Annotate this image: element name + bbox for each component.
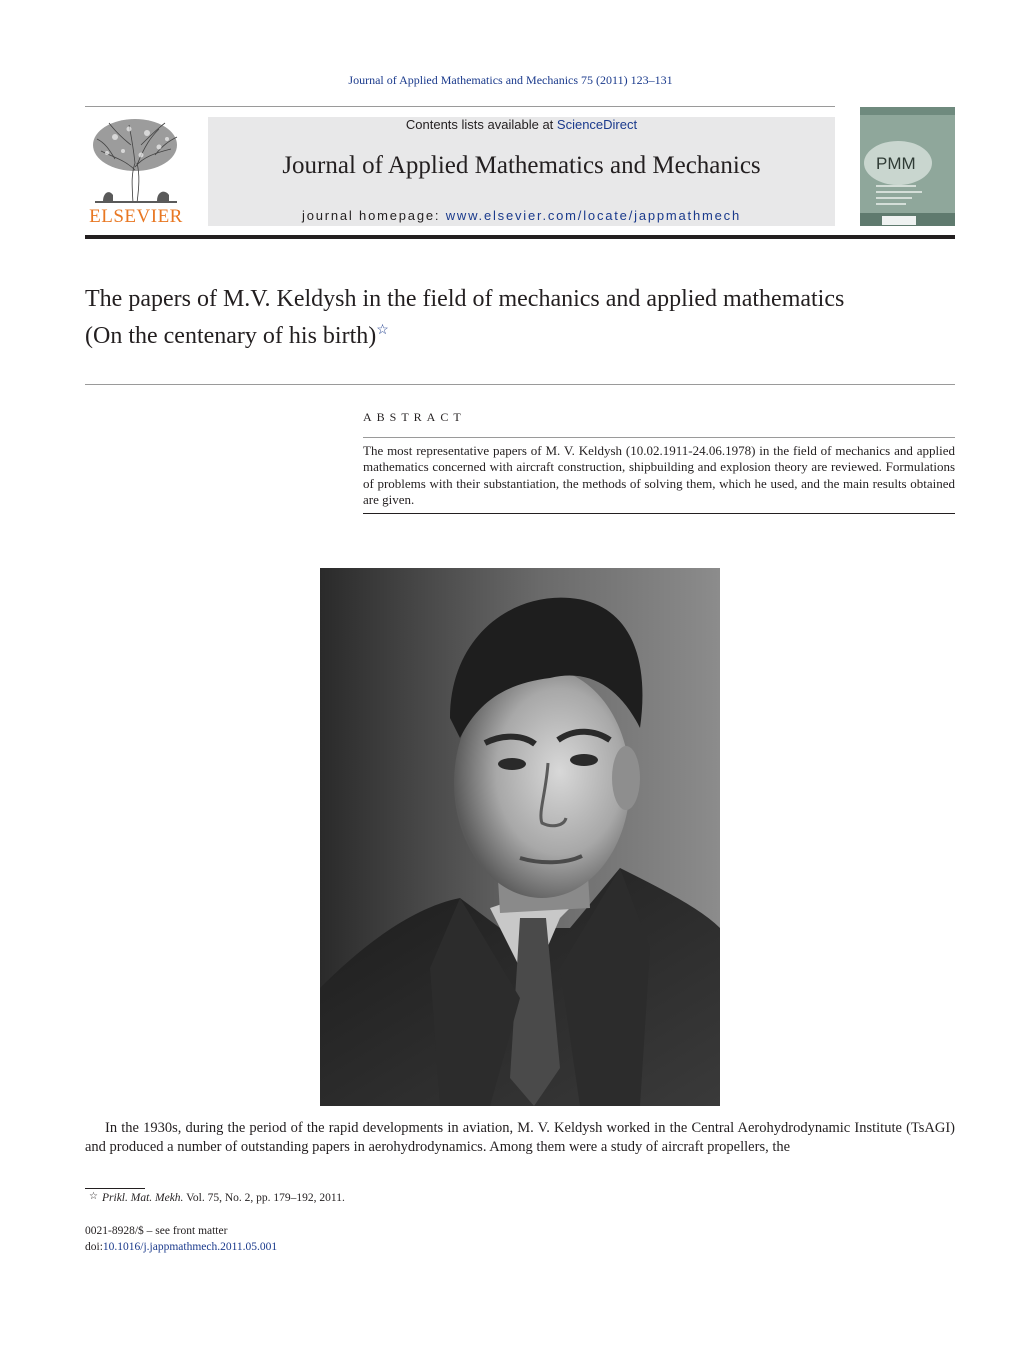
cover-title: PMM [876, 154, 916, 173]
body-paragraph: In the 1930s, during the period of the rapid developments in aviation, M. V. Keldysh worked in the Central Aerohydrodynamic Institute (TsAGI) and produced a number of outstanding papers in aerohydrodynamics. Among them were a study of aircraft propellers, the [85, 1120, 955, 1155]
doi-prefix: doi: [85, 1241, 103, 1253]
footnote-source-italic: Prikl. Mat. Mekh. [102, 1192, 184, 1204]
header-bottom-rule [85, 235, 955, 239]
journal-citation-link[interactable]: Journal of Applied Mathematics and Mechanics 75 (2011) 123–131 [348, 73, 673, 87]
doi-link[interactable]: 10.1016/j.jappmathmech.2011.05.001 [102, 1241, 278, 1253]
issn-line: 0021-8928/$ – see front matter [85, 1225, 228, 1237]
abstract-text: The most representative papers of M. V. Keldysh (10.02.1911-24.06.1978) in the field of mechanics and applied mathematics concerned with aircraft construction, shipbuilding and explosion theory are reviewed. Formulations of problems with their substantiation, the methods of solving them, which he used, and the main results obtained are given. [363, 443, 955, 507]
elsevier-wordmark: ELSEVIER [89, 206, 183, 227]
contents-available-line [208, 117, 835, 132]
journal-homepage-line [208, 208, 835, 223]
keldysh-portrait-photo [320, 568, 720, 1106]
footnote-star-icon: ☆ [89, 1191, 98, 1202]
doi-line [85, 1241, 277, 1253]
contents-prefix: Contents lists available at [405, 117, 557, 132]
title-footnote-star-icon[interactable]: ☆ [376, 323, 389, 338]
header-divider [85, 106, 835, 107]
homepage-prefix: journal homepage: [302, 208, 446, 223]
footnote-rule [85, 1188, 145, 1189]
journal-cover-thumbnail[interactable] [860, 107, 955, 226]
title-divider [85, 384, 955, 385]
article-title-line-2: (On the centenary of his birth) [85, 323, 377, 349]
sciencedirect-link[interactable]: ScienceDirect [556, 117, 638, 132]
footnote-source-rest: Vol. 75, No. 2, pp. 179–192, 2011. [183, 1192, 345, 1204]
article-title [85, 284, 955, 352]
article-title-line-1: The papers of M.V. Keldysh in the field of mechanics and applied mathematics [85, 286, 845, 312]
footnote [85, 1191, 345, 1204]
homepage-url-link[interactable]: www.elsevier.com/locate/jappmathmech [445, 208, 741, 223]
abstract-heading: ABSTRACT [363, 410, 466, 424]
journal-name: Journal of Applied Mathematics and Mechanics [282, 152, 761, 179]
abstract-top-rule [363, 437, 955, 438]
abstract-bottom-rule [363, 513, 955, 514]
